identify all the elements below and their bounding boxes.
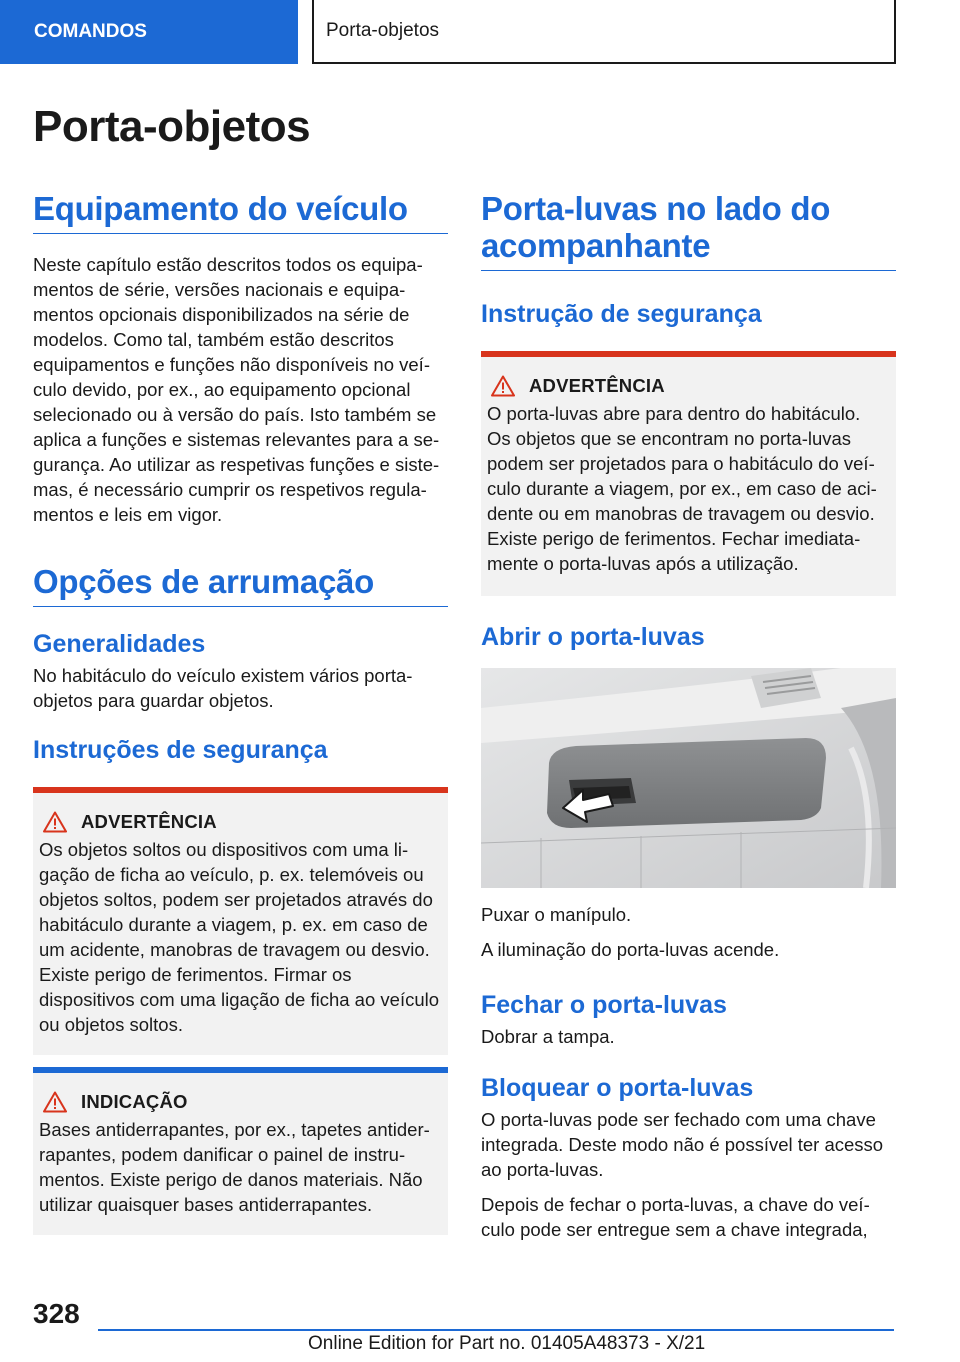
heading-fechar: Fechar o porta-luvas [481,991,727,1019]
warning-triangle-icon [491,375,515,397]
page-title: Porta-objetos [33,102,311,151]
heading-bloquear: Bloquear o porta-luvas [481,1074,754,1102]
glovebox-photo [481,668,896,888]
note-box [33,1067,448,1235]
heading-opcoes-arrumacao: Opções de arrumação [33,563,448,607]
right-column [481,190,896,1242]
note-header [39,1091,440,1113]
footer-rule [98,1329,894,1331]
warning-label: ADVERTÊNCIA [529,375,665,396]
chapter-tab [312,0,896,64]
warning-triangle-icon [43,811,67,833]
paragraph-bloquear-2: Depois de fechar o porta-luvas, a chave do veículo pode ser entregue sem a chave integrada, [481,1194,870,1240]
warning-box [481,351,896,596]
note-text: Bases antiderrapantes, por ex., tapetes antiderrapantes, podem danificar o painel de instrumentos. Existe perigo de danos materiais. Não utilizar quaisquer bases antiderrapantes. [39,1119,430,1215]
chapter-label: Porta-objetos [326,20,440,41]
paragraph-bloquear-1: O porta-luvas pode ser fechado com uma chave integrada. Deste modo não é possível ter acesso ao porta-luvas. [481,1109,884,1180]
paragraph-fechar: Dobrar a tampa. [481,1026,615,1047]
section-label: COMANDOS [34,21,147,42]
heading-abrir: Abrir o porta-luvas [481,623,705,651]
paragraph-equipamento: Neste capítulo estão descritos todos os equipamentos de série, versões nacionais e equipamentos opcionais disponibilizados na série de modelos. Como tal, também estão descritos equipamentos e funções não disponíveis no veículo devido, por ex., ao equipamento opcional selecionado ou à versão do país. Isto também se aplica a funções e sistemas relevantes para a segurança. Ao utilizar as respetivas funções e sistemas, é necessário cumprir os respetivos regulamentos e leis em vigor. [33,254,440,525]
paragraph-generalidades: No habitáculo do veículo existem vários porta-objetos para guardar objetos. [33,665,413,711]
page-number: 328 [33,1298,80,1329]
heading-instrucao-seguranca: Instrução de segurança [481,300,762,328]
warning-text: O porta-luvas abre para dentro do habitáculo. Os objetos que se encontram no porta-luvas podem ser projetados para o habitáculo do veículo durante a viagem, por ex., em caso de acidente ou em manobras de travagem ou desvio. Existe perigo de ferimentos. Fechar imediatamente o porta-luvas após a utilização. [487,403,877,574]
warning-triangle-icon [43,1091,67,1113]
warning-box [33,787,448,1055]
warning-header [39,811,440,833]
note-label: INDICAÇÃO [81,1091,188,1112]
section-tab [0,0,298,64]
heading-instrucoes-seguranca: Instruções de segurança [33,736,328,764]
warning-header [487,375,888,397]
glovebox-illustration [481,668,896,888]
heading-porta-luvas: Porta-luvas no lado do acompanhante [481,190,896,271]
warning-label: ADVERTÊNCIA [81,811,217,832]
footer-edition: Online Edition for Part no. 01405A48373 - X/21 [308,1333,706,1354]
left-column [33,190,448,1235]
paragraph-abrir-1: Puxar o manípulo. [481,904,632,925]
heading-equipamento: Equipamento do veículo [33,190,448,234]
warning-text: Os objetos soltos ou dispositivos com uma ligação de ficha ao veículo, p. ex. telemóveis ou objetos soltos, podem ser projetados através do habitáculo durante a viagem, p. ex. em caso de um acidente, manobras de travagem ou desvio. Existe perigo de ferimentos. Firmar os dispositivos com uma ligação de ficha ao veículo ou objetos soltos. [39,839,440,1035]
paragraph-abrir-2: A iluminação do porta-luvas acende. [481,939,780,960]
heading-generalidades: Generalidades [33,630,206,658]
